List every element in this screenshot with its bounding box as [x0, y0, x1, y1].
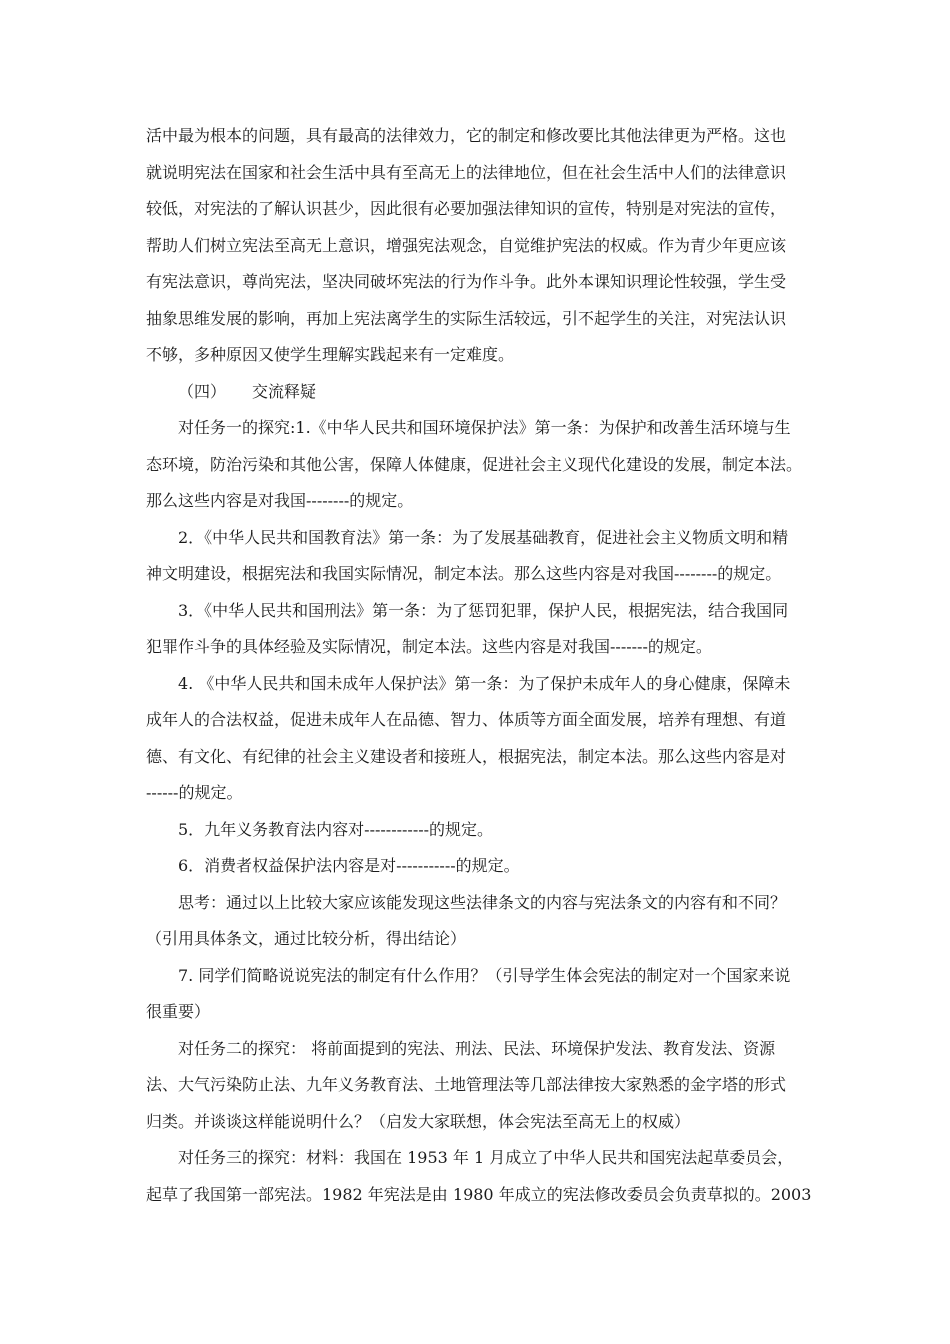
section-title: 交流释疑 — [252, 382, 317, 401]
item3-line-2: 犯罪作斗争的具体经验及实际情况，制定本法。这些内容是对我国-------的规定。 — [146, 637, 712, 656]
intro-line-7: 不够，多种原因又使学生理解实践起来有一定难度。 — [146, 345, 515, 364]
item6-line: 6．消费者权益保护法内容是对-----------的规定。 — [178, 856, 520, 875]
think-line-1: 思考：通过以上比较大家应该能发现这些法律条文的内容与宪法条文的内容有和不同？ — [178, 893, 787, 912]
item4-line-2: 成年人的合法权益，促进未成年人在品德、智力、体质等方面全面发展，培养有理想、有道 — [146, 710, 787, 729]
intro-line-3: 较低，对宪法的了解认识甚少，因此很有必要加强法律知识的宣传，特别是对宪法的宣传， — [146, 199, 787, 218]
task1-line-2: 态环境，防治污染和其他公害，保障人体健康，促进社会主义现代化建设的发展，制定本法。 — [146, 455, 803, 474]
item4-line-4: ------的规定。 — [146, 783, 243, 802]
intro-line-6: 抽象思维发展的影响，再加上宪法离学生的实际生活较远，引不起学生的关注，对宪法认识 — [146, 309, 787, 328]
task2-line-1: 对任务二的探究： 将前面提到的宪法、刑法、民法、环境保护发法、教育发法、资源 — [178, 1039, 776, 1058]
intro-line-2: 就说明宪法在国家和社会生活中具有至高无上的法律地位，但在社会生活中人们的法律意识 — [146, 163, 787, 182]
think-line-2: （引用具体条文，通过比较分析，得出结论） — [146, 929, 467, 948]
section-heading — [178, 382, 316, 402]
task3-line-2: 起草了我国第一部宪法。1982 年宪法是由 1980 年成立的宪法修改委员会负责草拟的。2003 — [146, 1185, 812, 1204]
task3-line-1: 对任务三的探究：材料：我国在 1953 年 1 月成立了中华人民共和国宪法起草委员会， — [178, 1148, 794, 1167]
item2-line-2: 神文明建设，根据宪法和我国实际情况，制定本法。那么这些内容是对我国--------的规定。 — [146, 564, 782, 583]
item7-line-1: 7. 同学们简略说说宪法的制定有什么作用？（引导学生体会宪法的制定对一个国家来说 — [178, 966, 791, 985]
item3-line-1: 3．《中华人民共和国刑法》第一条：为了惩罚犯罪，保护人民，根据宪法，结合我国同 — [178, 601, 789, 620]
task1-line-1: 对任务一的探究:1.《中华人民共和国环境保护法》第一条：为保护和改善生活环境与生 — [178, 418, 791, 437]
item2-line-1: 2．《中华人民共和国教育法》第一条：为了发展基础教育，促进社会主义物质文明和精 — [178, 528, 789, 547]
task2-line-2: 法、大气污染防止法、九年义务教育法、土地管理法等几部法律按大家熟悉的金字塔的形式 — [146, 1075, 787, 1094]
item4-line-3: 德、有文化、有纪律的社会主义建设者和接班人，根据宪法，制定本法。那么这些内容是对 — [146, 747, 787, 766]
intro-line-1: 活中最为根本的问题，具有最高的法律效力，它的制定和修改要比其他法律更为严格。这也 — [146, 126, 787, 145]
item4-line-1: 4. 《中华人民共和国未成年人保护法》第一条：为了保护未成年人的身心健康，保障未 — [178, 674, 791, 693]
item7-line-2: 很重要） — [146, 1002, 211, 1021]
task2-line-3: 归类。并谈谈这样能说明什么？（启发大家联想，体会宪法至高无上的权威） — [146, 1112, 691, 1131]
section-number: （四） — [178, 382, 227, 401]
task1-line-3: 那么这些内容是对我国--------的规定。 — [146, 491, 414, 510]
item5-line: 5．九年义务教育法内容对------------的规定。 — [178, 820, 494, 839]
intro-line-4: 帮助人们树立宪法至高无上意识，增强宪法观念，自觉维护宪法的权威。作为青少年更应该 — [146, 236, 787, 255]
intro-line-5: 有宪法意识，尊尚宪法，坚决同破坏宪法的行为作斗争。此外本课知识理论性较强，学生受 — [146, 272, 787, 291]
